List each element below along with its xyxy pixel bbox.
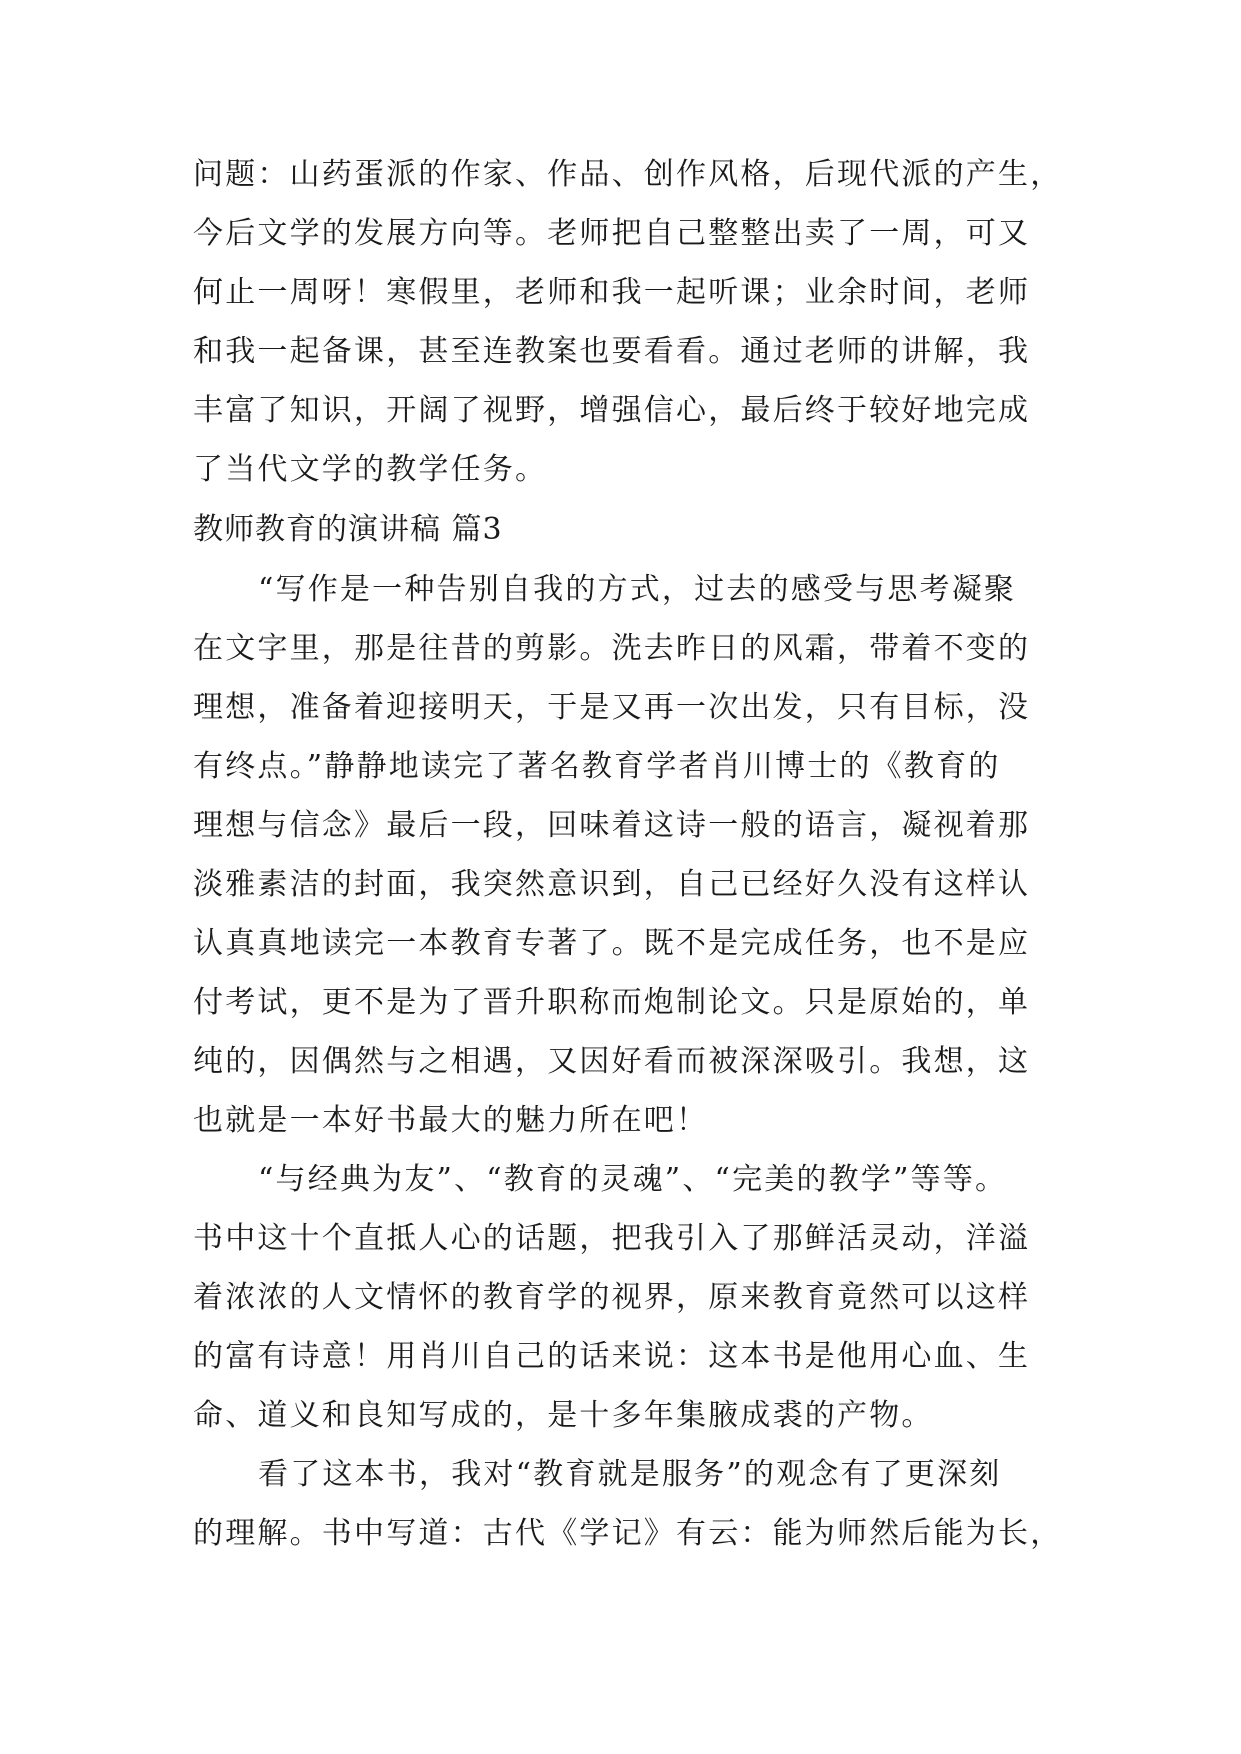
paragraph-line: 着浓浓的人文情怀的教育学的视界，原来教育竟然可以这样 xyxy=(193,1280,1031,1315)
paragraph-line: 理想与信念》最后一段，回味着这诗一般的语言，凝视着那 xyxy=(193,808,1031,843)
paragraph-line: 淡雅素洁的封面，我突然意识到，自己已经好久没有这样认 xyxy=(193,867,1031,902)
paragraph-line: 了当代文学的教学任务。 xyxy=(193,452,548,487)
paragraph-line: 也就是一本好书最大的魅力所在吧！ xyxy=(193,1103,709,1138)
paragraph-line: 书中这十个直抵人心的话题，把我引入了那鲜活灵动，洋溢 xyxy=(193,1221,1031,1256)
paragraph-line: “与经典为友”、“教育的灵魂”、“完美的教学”等等。 xyxy=(258,1162,1008,1197)
paragraph-line: 的富有诗意！用肖川自己的话来说：这本书是他用心血、生 xyxy=(193,1339,1031,1374)
paragraph-line: 在文字里，那是往昔的剪影。洗去昨日的风霜，带着不变的 xyxy=(193,631,1031,666)
paragraph-line: 丰富了知识，开阔了视野，增强信心，最后终于较好地完成 xyxy=(193,393,1031,428)
paragraph-line: “写作是一种告别自我的方式，过去的感受与思考凝聚 xyxy=(258,572,1017,607)
paragraph-line: 的理解。书中写道：古代《学记》有云：能为师然后能为长， xyxy=(193,1516,1063,1551)
paragraph-line: 命、道义和良知写成的，是十多年集腋成裘的产物。 xyxy=(193,1398,934,1433)
paragraph-line: 纯的，因偶然与之相遇，又因好看而被深深吸引。我想，这 xyxy=(193,1044,1031,1079)
paragraph-line: 问题：山药蛋派的作家、作品、创作风格，后现代派的产生， xyxy=(193,157,1063,192)
paragraph-line: 理想，准备着迎接明天，于是又再一次出发，只有目标，没 xyxy=(193,690,1031,725)
paragraph-line: 和我一起备课，甚至连教案也要看看。通过老师的讲解，我 xyxy=(193,334,1031,369)
paragraph-line: 今后文学的发展方向等。老师把自己整整出卖了一周，可又 xyxy=(193,216,1031,251)
paragraph-line: 何止一周呀！寒假里，老师和我一起听课；业余时间，老师 xyxy=(193,275,1031,310)
paragraph-line: 认真真地读完一本教育专著了。既不是完成任务，也不是应 xyxy=(193,926,1031,961)
section-heading: 教师教育的演讲稿 篇3 xyxy=(193,512,503,547)
paragraph-line: 付考试，更不是为了晋升职称而炮制论文。只是原始的，单 xyxy=(193,985,1031,1020)
paragraph-line: 看了这本书，我对“教育就是服务”的观念有了更深刻 xyxy=(258,1457,1002,1492)
paragraph-line: 有终点。”静静地读完了著名教育学者肖川博士的《教育的 xyxy=(193,749,1001,784)
